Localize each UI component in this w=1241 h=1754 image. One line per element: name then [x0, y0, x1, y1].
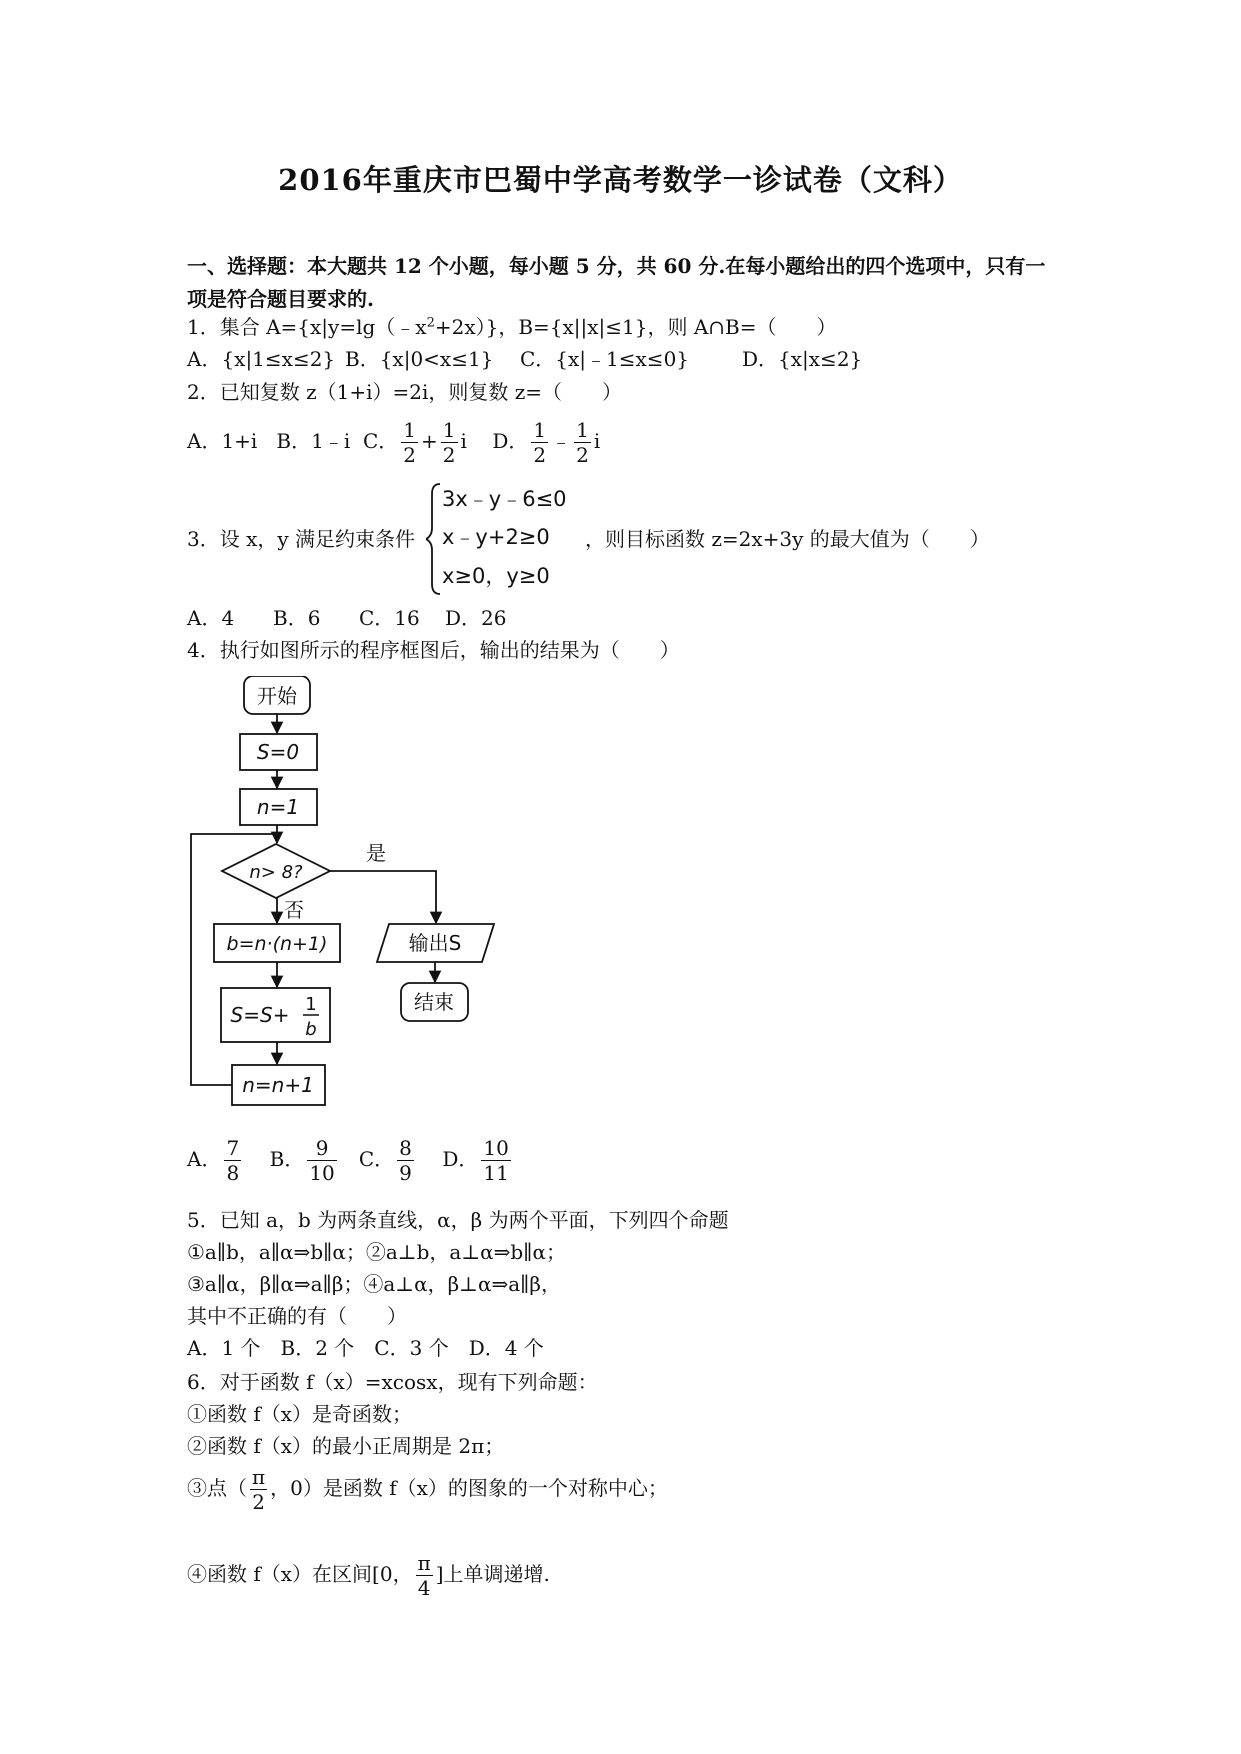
flow-s-update: S=S+ — [230, 1003, 290, 1027]
q4-option-a: A． $\frac{7}{8}$ — [187, 1136, 240, 1185]
page-title: 2016年重庆市巴蜀中学高考数学一诊试卷（文科） — [278, 163, 963, 197]
section-heading: 一、选择题：本大题共 12 个小题，每小题 5 分，共 60 分.在每小题给出的四个选项中，只有一项是符合题目要求的. — [187, 254, 1046, 311]
q1-option-c: C．{x|﹣1≤x≤0} — [520, 347, 690, 371]
flow-no-label: 否 — [284, 898, 304, 922]
question-5-options: A．1 个 B．2 个 C．3 个 D．4 个 — [187, 1336, 544, 1360]
question-5-prompt: 其中不正确的有（ ） — [187, 1304, 407, 1328]
question-3-stem-suffix: ，则目标函数 z=2x+3y 的最大值为（ ） — [585, 527, 990, 551]
fraction: $\frac{\pi}{2}$ — [252, 1465, 266, 1514]
q1-option-d: D．{x|x≤2} — [742, 347, 863, 371]
q3-option-a: A．4 — [187, 606, 235, 630]
question-4-stem: 4．执行如图所示的程序框图后，输出的结果为（ ） — [187, 638, 680, 662]
q4-option-d: D． $\frac{10}{11}$ — [442, 1136, 509, 1185]
flow-s-init: S=0 — [256, 740, 300, 764]
q3-option-b: B．6 — [273, 606, 321, 630]
flow-n-increment: n=n+1 — [242, 1073, 314, 1097]
question-4-options — [187, 1131, 514, 1187]
question-5-stem: 5．已知 a，b 为两条直线，α，β 为两个平面，下列四个命题 — [187, 1208, 729, 1232]
fraction: $\frac{\pi}{4}$ — [417, 1551, 431, 1600]
q4-option-b: B． $\frac{9}{10}$ — [269, 1136, 335, 1185]
question-2-stem: 2．已知复数 z（1+i）=2i，则复数 z=（ ） — [187, 380, 623, 404]
question-1-options — [187, 345, 862, 373]
q2-option-b: B．1﹣i — [276, 429, 351, 453]
question-5-statement-1: ①a∥b，a∥α⇒b∥α；②a⊥b，a⊥α⇒b∥α； — [187, 1240, 566, 1264]
question-6-statement-1: ①函数 f（x）是奇函数； — [187, 1402, 413, 1426]
fraction: $\frac{1}{2}$ — [576, 418, 589, 467]
flow-end: 结束 — [414, 990, 454, 1014]
fraction: $\frac{1}{2}$ — [442, 418, 456, 467]
question-1-stem: 1．集合 $A=\{x|y=\lg(﹣x^2+2x)\}$，B={x||x|≤1}，则 A∩B=（ ） — [187, 315, 837, 339]
question-3-options — [187, 604, 506, 632]
q2-option-d: D． $\frac{1}{2}$ ﹣ $\frac{1}{2}$ i — [492, 418, 601, 467]
fraction: $\frac{9}{10}$ — [309, 1136, 335, 1185]
flow-s-frac-num: 1 — [305, 994, 317, 1015]
fraction: $\frac{8}{9}$ — [399, 1136, 412, 1185]
question-3-stem-prefix: 3．设 x，y 满足约束条件 — [187, 527, 416, 551]
program-flowchart — [188, 676, 498, 1116]
q4-option-c: C． $\frac{8}{9}$ — [358, 1136, 412, 1185]
flow-n-init: n=1 — [256, 795, 300, 819]
constraint-3: x≥0，y≥0 — [442, 564, 550, 588]
flow-yes-label: 是 — [366, 841, 386, 865]
flow-output: 输出S — [408, 931, 462, 955]
question-6-stem: 6．对于函数 f（x）=xcosx，现有下列命题： — [187, 1370, 598, 1394]
question-6-statement-4: ④函数 f（x）在区间[0， $\frac{\pi}{4}$ ]上单调递增. — [187, 1551, 550, 1600]
question-2-options — [187, 416, 600, 467]
question-6-statement-3: ③点（ $\frac{\pi}{2}$ ，0）是函数 f（x）的图象的一个对称中心； — [187, 1465, 668, 1514]
q1-option-a: A．{x|1≤x≤2} — [187, 347, 336, 371]
constraint-2: x﹣y+2≥0 — [442, 525, 550, 549]
flow-s-frac-den: b — [305, 1019, 317, 1040]
fraction: $\frac{1}{2}$ — [403, 418, 416, 467]
flow-start: 开始 — [257, 684, 297, 708]
question-6-statement-2: ②函数 f（x）的最小正周期是 2π； — [187, 1434, 505, 1458]
question-5-statement-2: ③a∥α，β∥α⇒a∥β；④a⊥α，β⊥α⇒a∥β， — [187, 1272, 561, 1296]
fraction: $\frac{7}{8}$ — [226, 1136, 240, 1185]
flow-b-assign: b=n·(n+1) — [226, 933, 328, 955]
flow-condition: n> 8? — [249, 862, 303, 883]
constraint-1: 3x﹣y﹣6≤0 — [442, 487, 567, 511]
q1-option-b: B．{x|0<x≤1} — [345, 347, 494, 371]
fraction: $\frac{1}{2}$ — [533, 418, 547, 467]
q3-option-d: D．26 — [445, 606, 507, 630]
q3-option-c: C．16 — [359, 606, 420, 630]
fraction: $\frac{10}{11}$ — [483, 1136, 509, 1185]
q2-option-a: A．1+i — [187, 429, 258, 453]
q2-option-c: C． $\frac{1}{2}$ + $\frac{1}{2}$ i — [362, 418, 467, 467]
